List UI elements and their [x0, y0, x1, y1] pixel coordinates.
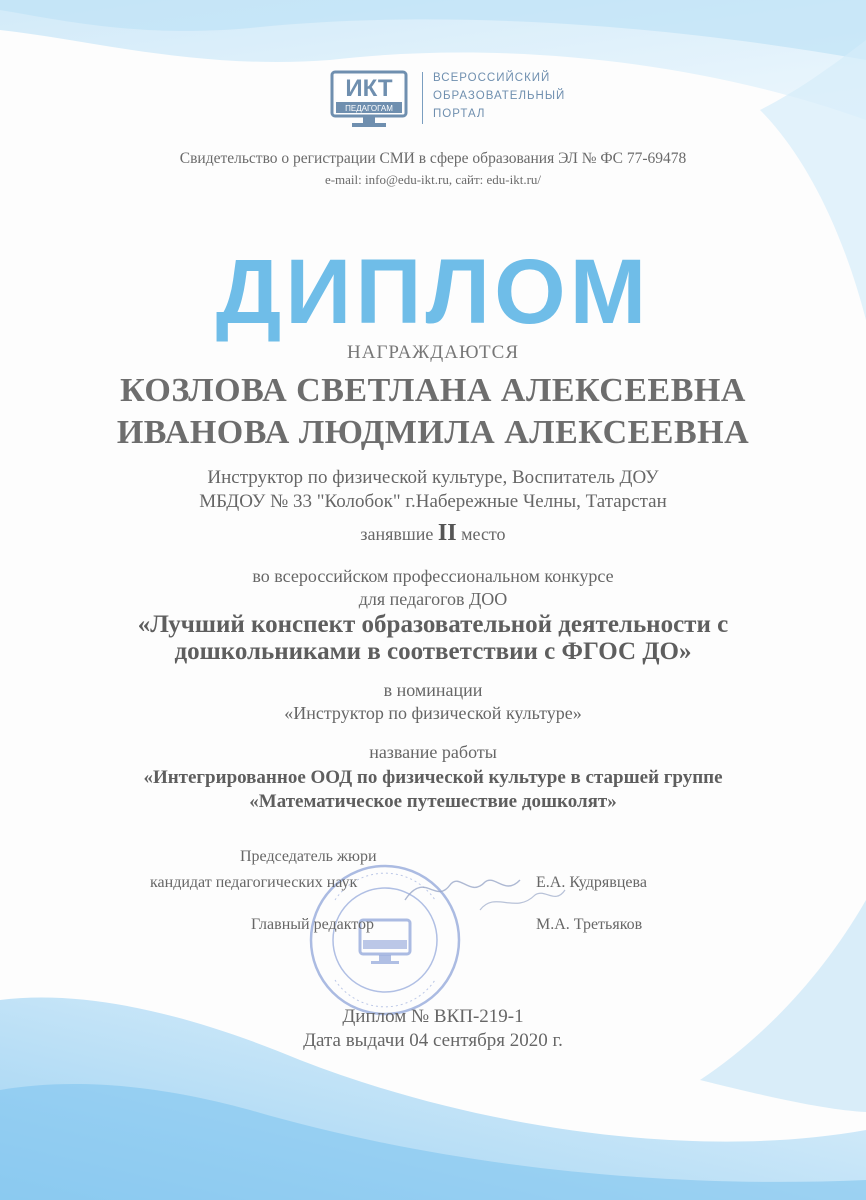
awarded-label: НАГРАЖДАЮТСЯ	[347, 342, 519, 363]
recipient-name: КОЗЛОВА СВЕТЛАНА АЛЕКСЕЕВНА	[120, 372, 746, 409]
issue-date: Дата выдачи 04 сентября 2020 г.	[303, 1030, 563, 1051]
logo-mark-bottom: ПЕДАГОГАМ	[345, 104, 393, 113]
logo-text	[433, 69, 565, 123]
logo-mark-top: ИКТ	[345, 75, 393, 102]
nomination-value: «Инструктор по физической культуре»	[284, 703, 582, 723]
nomination-label: в номинации	[383, 680, 483, 700]
place-line	[0, 520, 866, 547]
position-line: Инструктор по физической культуре, Воспитатель ДОУ	[207, 467, 659, 488]
contest-name-cont: дошкольниками в соответствии с ФГОС ДО»	[174, 638, 692, 665]
contest-audience: для педагогов ДОО	[358, 589, 508, 609]
logo-line-1: ВСЕРОССИЙСКИЙ	[433, 72, 551, 84]
work-label: название работы	[369, 742, 497, 762]
diploma-title: ДИПЛОМ	[215, 241, 651, 343]
logo-divider	[422, 72, 423, 124]
place-value: II	[437, 520, 457, 546]
chair-degree: кандидат педагогических наук	[150, 874, 358, 891]
chair-title: Председатель жюри	[240, 848, 377, 865]
monitor-logo-icon	[330, 70, 408, 130]
editor-title: Главный редактор	[251, 916, 375, 933]
editor-name: М.А. Третьяков	[536, 916, 643, 933]
chair-name: Е.А. Кудрявцева	[536, 874, 647, 891]
portal-logo	[330, 70, 565, 130]
registration-text: Свидетельство о регистрации СМИ в сфере образования ЭЛ № ФС 77-69478	[179, 150, 687, 167]
contact-text: e-mail: info@edu-ikt.ru, сайт: edu-ikt.ru/	[324, 172, 542, 187]
logo-line-3: ПОРТАЛ	[433, 108, 486, 120]
contest-line: во всероссийском профессиональном конкурсе	[252, 566, 614, 586]
logo-line-2: ОБРАЗОВАТЕЛЬНЫЙ	[433, 90, 566, 102]
diploma-number: Диплом № ВКП-219-1	[342, 1006, 524, 1027]
work-title: «Интегрированное ООД по физической культуре в старшей группе	[143, 767, 723, 788]
work-title-cont: «Математическое путешествие дошколят»	[249, 791, 617, 812]
place-suffix: место	[461, 524, 506, 544]
place-prefix: занявшие	[360, 524, 434, 544]
contest-name: «Лучший конспект образовательной деятельности с	[137, 611, 729, 638]
organization-line: МБДОУ № 33 "Колобок" г.Набережные Челны, Татарстан	[199, 491, 667, 512]
recipient-name: ИВАНОВА ЛЮДМИЛА АЛЕКСЕЕВНА	[116, 414, 750, 451]
